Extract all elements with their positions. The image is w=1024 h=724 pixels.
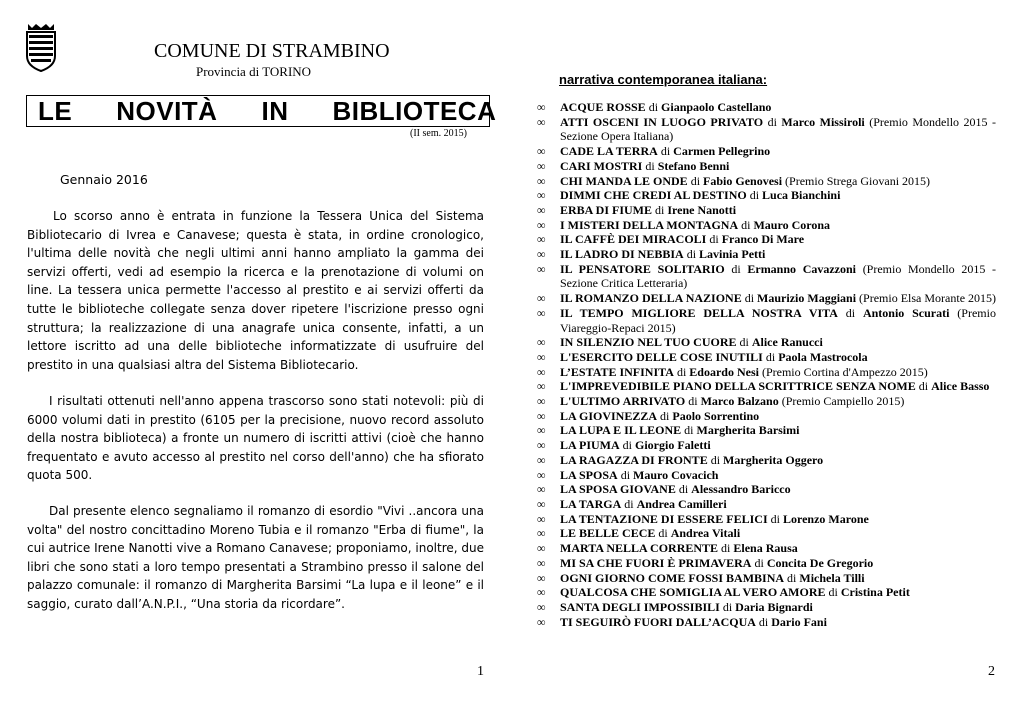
book-author-separator: di bbox=[657, 144, 674, 159]
infinity-bullet-icon: ∞ bbox=[537, 217, 546, 232]
infinity-bullet-icon: ∞ bbox=[537, 555, 546, 570]
page-number-left: 1 bbox=[477, 664, 484, 679]
infinity-bullet-icon: ∞ bbox=[537, 452, 546, 467]
infinity-bullet-icon: ∞ bbox=[537, 394, 546, 409]
infinity-bullet-icon: ∞ bbox=[537, 482, 546, 497]
infinity-bullet-icon: ∞ bbox=[537, 349, 546, 364]
book-author: Ermanno Cavazzoni bbox=[747, 261, 857, 276]
book-author: Margherita Oggero bbox=[723, 452, 824, 467]
book-author: Carmen Pellegrino bbox=[673, 144, 771, 159]
book-author: Mauro Covacich bbox=[633, 467, 719, 482]
book-author-separator: di bbox=[652, 202, 668, 217]
book-title: L’ESTATE INFINITA bbox=[560, 364, 674, 379]
book-title: LA PIUMA bbox=[560, 438, 620, 453]
letter-date: Gennaio 2016 bbox=[60, 172, 148, 187]
book-title: MI SA CHE FUORI È PRIMAVERA bbox=[560, 555, 752, 570]
book-title: ERBA DI FIUME bbox=[560, 202, 653, 217]
book-author-separator: di bbox=[719, 599, 736, 614]
book-author: Stefano Benni bbox=[657, 158, 730, 173]
infinity-bullet-icon: ∞ bbox=[537, 496, 546, 511]
book-list-item bbox=[537, 232, 996, 247]
book-author: Mauro Corona bbox=[753, 217, 831, 232]
book-author: Alessandro Baricco bbox=[691, 482, 791, 497]
infinity-bullet-icon: ∞ bbox=[537, 202, 546, 217]
book-author-separator: di bbox=[825, 585, 841, 600]
infinity-bullet-icon: ∞ bbox=[537, 438, 546, 453]
infinity-bullet-icon: ∞ bbox=[537, 247, 546, 262]
infinity-bullet-icon: ∞ bbox=[537, 114, 546, 129]
book-title: OGNI GIORNO COME FOSSI BAMBINA bbox=[560, 570, 785, 585]
book-author-separator: di bbox=[837, 305, 863, 320]
book-title: IL CAFFÈ DEI MIRACOLI bbox=[560, 232, 707, 247]
infinity-bullet-icon: ∞ bbox=[537, 526, 546, 541]
book-list-item bbox=[537, 262, 996, 291]
book-author: Marco Balzano bbox=[700, 394, 779, 409]
title-word: IN bbox=[261, 96, 289, 126]
results-paragraph: I risultati ottenuti nell'anno appena trascorso sono stati notevoli: più di 6000 volumi dati in prestito (6105 per la precisione, nuovo record assoluto della nostra biblioteca) a fronte un numero di iscritti attivi (cioè che hanno frequentato e avuto accesso al prestito nel corso dell'anno) che ha sfiorato quota 500. bbox=[27, 394, 484, 483]
book-author: Elena Rausa bbox=[733, 541, 798, 556]
book-list bbox=[537, 100, 996, 629]
infinity-bullet-icon: ∞ bbox=[537, 599, 546, 614]
book-list-item bbox=[537, 188, 996, 203]
book-author: Alice Ranucci bbox=[751, 335, 823, 350]
book-list-item bbox=[537, 556, 996, 571]
book-title: ATTI OSCENI IN LUOGO PRIVATO bbox=[560, 114, 764, 129]
book-author-separator: di bbox=[619, 438, 636, 453]
infinity-bullet-icon: ∞ bbox=[537, 467, 546, 482]
book-author: Giorgio Faletti bbox=[635, 438, 711, 453]
book-author-separator: di bbox=[767, 511, 783, 526]
book-title: IL LADRO DI NEBBIA bbox=[560, 247, 684, 262]
book-title: LA TENTAZIONE DI ESSERE FELICI bbox=[560, 511, 768, 526]
book-author-separator: di bbox=[617, 467, 634, 482]
book-list-item bbox=[537, 482, 996, 497]
book-author: Lorenzo Marone bbox=[782, 511, 869, 526]
infinity-bullet-icon: ∞ bbox=[537, 158, 546, 173]
book-author-separator: di bbox=[707, 452, 724, 467]
infinity-bullet-icon: ∞ bbox=[537, 585, 546, 600]
book-author-separator: di bbox=[657, 408, 673, 423]
book-title: SANTA DEGLI IMPOSSIBILI bbox=[560, 599, 720, 614]
infinity-bullet-icon: ∞ bbox=[537, 614, 546, 629]
book-author: Gianpaolo Castellano bbox=[661, 100, 772, 114]
book-author: Fabio Genovesi bbox=[703, 173, 783, 188]
book-author: Antonio Scurati bbox=[862, 305, 950, 320]
book-author-separator: di bbox=[687, 173, 704, 188]
book-list-item bbox=[537, 512, 996, 527]
book-list-item bbox=[537, 218, 996, 233]
book-author-separator: di bbox=[621, 496, 637, 511]
book-title: LA SPOSA bbox=[560, 467, 618, 482]
book-title: LA RAGAZZA DI FRONTE bbox=[560, 452, 708, 467]
infinity-bullet-icon: ∞ bbox=[537, 291, 546, 306]
semester-subtitle: (II sem. 2015) bbox=[410, 128, 467, 139]
infinity-bullet-icon: ∞ bbox=[537, 570, 546, 585]
book-author: Andrea Vitali bbox=[670, 526, 741, 541]
infinity-bullet-icon: ∞ bbox=[537, 379, 546, 394]
infinity-bullet-icon: ∞ bbox=[537, 144, 546, 159]
book-award-note: (Premio Mondello 2015 - Sezione Opera Italiana) bbox=[560, 114, 997, 144]
book-author-separator: di bbox=[718, 541, 734, 556]
book-award-note: (Premio Campiello 2015) bbox=[778, 394, 905, 409]
book-title: LE BELLE CECE bbox=[560, 526, 656, 541]
book-author: Daria Bignardi bbox=[735, 599, 813, 614]
book-list-item bbox=[537, 350, 996, 365]
book-author-separator: di bbox=[738, 217, 754, 232]
book-list-item bbox=[537, 115, 996, 144]
book-award-note: (Premio Strega Giovani 2015) bbox=[782, 173, 931, 188]
book-list-item bbox=[537, 423, 996, 438]
book-author: Concita De Gregorio bbox=[766, 555, 874, 570]
book-title: LA SPOSA GIOVANE bbox=[560, 482, 676, 497]
book-list-item bbox=[537, 247, 996, 262]
book-author: Dario Fani bbox=[771, 614, 827, 629]
book-award-note: (Premio Mondello 2015 - Sezione Critica Letteraria) bbox=[560, 261, 996, 291]
book-list-item bbox=[537, 585, 996, 600]
book-list-item bbox=[537, 615, 996, 630]
book-author-separator: di bbox=[751, 555, 767, 570]
book-title: QUALCOSA CHE SOMIGLIA AL VERO AMORE bbox=[560, 585, 826, 600]
book-author: Andrea Camilleri bbox=[636, 496, 727, 511]
book-title: LA GIOVINEZZA bbox=[560, 408, 658, 423]
province-name: Provincia di TORINO bbox=[196, 64, 312, 79]
book-author-separator: di bbox=[736, 335, 752, 350]
book-list-item bbox=[537, 526, 996, 541]
book-author: Michela Tilli bbox=[799, 570, 865, 585]
infinity-bullet-icon: ∞ bbox=[537, 261, 546, 276]
book-title: I MISTERI DELLA MONTAGNA bbox=[560, 217, 739, 232]
book-author-separator: di bbox=[784, 570, 800, 585]
book-list-item bbox=[537, 600, 996, 615]
book-author-separator: di bbox=[642, 158, 658, 173]
book-title: IL ROMANZO DELLA NAZIONE bbox=[560, 291, 742, 306]
book-author-separator: di bbox=[763, 114, 782, 129]
book-list-item bbox=[537, 203, 996, 218]
book-list-item bbox=[537, 306, 996, 335]
page-title bbox=[38, 96, 497, 127]
book-title: ACQUE ROSSE bbox=[560, 100, 646, 114]
list-heading: narrativa contemporanea italiana: bbox=[559, 72, 768, 87]
book-author-separator: di bbox=[746, 188, 763, 203]
book-award-note: (Premio Viareggio-Repaci 2015) bbox=[560, 305, 996, 335]
infinity-bullet-icon: ∞ bbox=[537, 335, 546, 350]
book-list-item bbox=[537, 453, 996, 468]
book-list-item bbox=[537, 100, 996, 115]
book-author-separator: di bbox=[762, 349, 779, 364]
book-author: Paola Mastrocola bbox=[778, 349, 868, 364]
book-title: IL PENSATORE SOLITARIO bbox=[560, 261, 725, 276]
book-list-item bbox=[537, 541, 996, 556]
book-author: Lavinia Petti bbox=[699, 247, 766, 262]
book-author-separator: di bbox=[724, 261, 748, 276]
book-list-item bbox=[537, 335, 996, 350]
title-word: LE bbox=[38, 96, 73, 126]
municipality-name: COMUNE DI STRAMBINO bbox=[154, 40, 390, 62]
book-author: Franco Di Mare bbox=[721, 232, 805, 247]
book-title: LA TARGA bbox=[560, 496, 622, 511]
book-author-separator: di bbox=[675, 482, 692, 497]
book-author-separator: di bbox=[915, 379, 932, 394]
book-author: Irene Nanotti bbox=[667, 202, 737, 217]
book-author-separator: di bbox=[741, 291, 758, 306]
infinity-bullet-icon: ∞ bbox=[537, 100, 546, 114]
book-author-separator: di bbox=[655, 526, 671, 541]
book-list-item bbox=[537, 291, 996, 306]
book-list-item bbox=[537, 144, 996, 159]
title-word: NOVITÀ bbox=[116, 96, 218, 126]
book-title: LA LUPA E IL LEONE bbox=[560, 423, 682, 438]
infinity-bullet-icon: ∞ bbox=[537, 541, 546, 556]
municipal-crest-icon bbox=[24, 22, 58, 72]
highlights-paragraph: Dal presente elenco segnaliamo il romanzo di esordio "Vivi ..ancora una volta" del nostro concittadino Moreno Tubia e il romanzo "Erba di fiume", la cui autrice Irene Nanotti vive a Romano Canavese; proponiamo, inoltre, due libri che sono stati a loro tempo presentati a Strambino presso il salone del palazzo comunale: il romanzo di Margherita Barsimi “La lupa e il leone” e il saggio, curato dall’A.N.P.I., “Una storia da ricordare”. bbox=[27, 504, 484, 611]
book-list-item bbox=[537, 409, 996, 424]
book-list-item bbox=[537, 438, 996, 453]
book-title: L'ESERCITO DELLE COSE INUTILI bbox=[560, 349, 763, 364]
infinity-bullet-icon: ∞ bbox=[537, 423, 546, 438]
infinity-bullet-icon: ∞ bbox=[537, 188, 546, 203]
book-list-item bbox=[537, 394, 996, 409]
book-title: CHI MANDA LE ONDE bbox=[560, 173, 688, 188]
book-author-separator: di bbox=[755, 614, 772, 629]
book-title: CADE LA TERRA bbox=[560, 144, 658, 159]
book-title: CARI MOSTRI bbox=[560, 158, 643, 173]
infinity-bullet-icon: ∞ bbox=[537, 408, 546, 423]
book-list-item bbox=[537, 497, 996, 512]
book-author: Marco Missiroli bbox=[781, 114, 865, 129]
infinity-bullet-icon: ∞ bbox=[537, 511, 546, 526]
book-list-item bbox=[537, 174, 996, 189]
book-author: Paolo Sorrentino bbox=[672, 408, 760, 423]
book-author-separator: di bbox=[681, 423, 697, 438]
book-author-separator: di bbox=[685, 394, 701, 409]
book-award-note: (Premio Cortina d'Ampezzo 2015) bbox=[758, 364, 928, 379]
book-title: L'IMPREVEDIBILE PIANO DELLA SCRITTRICE SENZA NOME bbox=[560, 379, 916, 394]
book-title: IL TEMPO MIGLIORE DELLA NOSTRA VITA bbox=[560, 305, 838, 320]
book-list-item bbox=[537, 159, 996, 174]
page-number-right: 2 bbox=[988, 664, 995, 679]
book-author: Alice Basso bbox=[931, 379, 990, 394]
title-word: BIBLIOTECA bbox=[332, 96, 497, 126]
book-author-separator: di bbox=[645, 100, 662, 114]
intro-paragraph: Lo scorso anno è entrata in funzione la Tessera Unica del Sistema Bibliotecario di Ivrea e Canavese; questa è stata, in ordine cronologico, l'ultima delle novità che negli ultimi anni hanno ampliato la gamma dei servizi offerti, vedi ad esempio la ricerca e la prenotazione di volumi on line. La tessera unica permette l'accesso al prestito e ai servizi offerti da tutte le biblioteche collegate senza dover ripetere l'iscrizione presso ogni struttura; la realizzazione di una anagrafe unica consente, infatti, a un lettore iscritto ad una delle biblioteche informatizzate di usufruire del prestito in una qualsiasi altra del Sistema Bibliotecario. bbox=[27, 209, 484, 372]
book-title: L'ULTIMO ARRIVATO bbox=[560, 394, 686, 409]
book-author: Cristina Petit bbox=[840, 585, 910, 600]
book-list-item bbox=[537, 365, 996, 380]
book-author: Maurizio Maggiani bbox=[757, 291, 857, 306]
book-list-item bbox=[537, 468, 996, 483]
infinity-bullet-icon: ∞ bbox=[537, 173, 546, 188]
book-author-separator: di bbox=[673, 364, 690, 379]
infinity-bullet-icon: ∞ bbox=[537, 364, 546, 379]
book-title: TI SEGUIRÒ FUORI DALL’ACQUA bbox=[560, 614, 756, 629]
infinity-bullet-icon: ∞ bbox=[537, 232, 546, 247]
book-list-item bbox=[537, 379, 996, 394]
book-award-note: (Premio Elsa Morante 2015) bbox=[856, 291, 997, 306]
book-author-separator: di bbox=[706, 232, 722, 247]
book-title: DIMMI CHE CREDI AL DESTINO bbox=[560, 188, 747, 203]
book-title: IN SILENZIO NEL TUO CUORE bbox=[560, 335, 737, 350]
infinity-bullet-icon: ∞ bbox=[537, 305, 546, 320]
book-author: Margherita Barsimi bbox=[696, 423, 800, 438]
book-author: Luca Bianchini bbox=[762, 188, 841, 203]
book-author-separator: di bbox=[683, 247, 700, 262]
book-title: MARTA NELLA CORRENTE bbox=[560, 541, 719, 556]
book-author: Edoardo Nesi bbox=[689, 364, 759, 379]
book-list-item bbox=[537, 571, 996, 586]
